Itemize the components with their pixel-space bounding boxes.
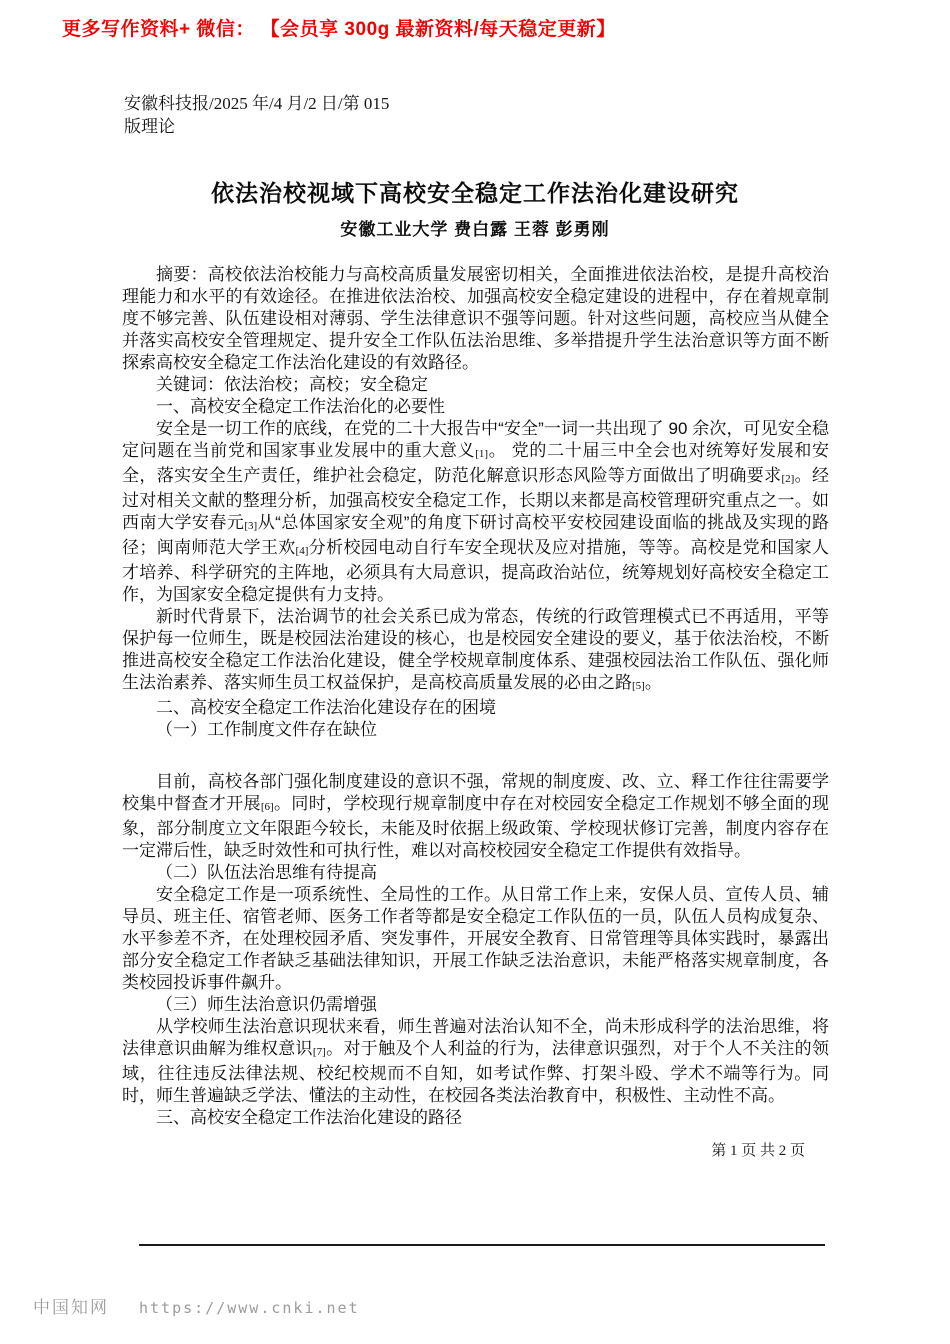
reference-marker: [2] [781, 473, 795, 485]
reference-marker: [6] [260, 801, 274, 813]
article-paragraph: 新时代背景下，法治调节的社会关系已成为常态，传统的行政管理模式已不再适用，平等保护每一位师生，既是校园法治建设的核心，也是校园安全建设的要义，基于依法治校，不断推进高校安全稳定工作法治化建设，健全学校规章制度体系、建强校园法治工作队伍、强化师生法治素养、落实师生员工权益保护，是高校高质量发展的必由之路[5]。 [122, 607, 829, 692]
section-heading: 二、高校安全稳定工作法治化建设存在的困境 [156, 698, 496, 717]
cnki-watermark [33, 1293, 360, 1318]
article-paragraph: 摘要：高校依法治校能力与高校高质量发展密切相关，全面推进依法治校，是提升高校治理能力和水平的有效途径。在推进依法治校、加强高校安全稳定建设的进程中，存在着规章制度不够完善、队伍建设相对薄弱、学生法律意识不强等问题。针对这些问题，高校应当从健全并落实高校安全管理规定、提升安全工作队伍法治思维、多举措提升学生法治意识等方面不断探索高校安全稳定工作法治化建设的有效路径。 [122, 265, 829, 372]
article-byline: 安徽工业大学 费白露 王蓉 彭勇刚 [340, 220, 610, 239]
article-title: 依法治校视域下高校安全稳定工作法治化建设研究 [211, 180, 739, 207]
section-heading: （三）师生法治意识仍需增强 [156, 995, 377, 1014]
article-paragraph: 安全是一切工作的底线，在党的二十大报告中“安全”一词一共出现了 90 余次，可见安全稳定问题在当前党和国家事业发展中的重大意义[1]。 党的二十届三中全会也对统筹好发展和安全，落实安全生产责任，维护社会稳定，防范化解意识形态风险等方面做出了明确要求[2]。经过对相关文献的整理分析，加强高校安全稳定工作，长期以来都是高校管理研究重点之一。如西南大学安春元[3]从“总体国家安全观”的角度下研讨高校平安校园建设面临的挑战及实现的路径；闽南师范大学王欢[4]分析校园电动自行车安全现状及应对措施，等等。高校是党和国家人才培养、科学研究的主阵地，必须具有大局意识，提高政治站位，统筹规划好高校安全稳定工作，为国家安全稳定提供有力支持。 [122, 419, 830, 604]
article-paragraph: 安全稳定工作是一项系统性、全局性的工作。从日常工作上来，安保人员、宣传人员、辅导员、班主任、宿管老师、医务工作者等都是安全稳定工作队伍的一员，队伍人员构成复杂、水平参差不齐，在处理校园矛盾、突发事件，开展安全教育、日常管理等具体实践时，暴露出部分安全稳定工作者缺乏基础法律知识，开展工作缺乏法治意识，未能严格落实规章制度，各类校园投诉事件飙升。 [122, 885, 829, 992]
cnki-brand-label: 中国知网 [33, 1298, 109, 1317]
reference-marker: [4] [295, 545, 309, 557]
section-heading: （二）队伍法治思维有待提高 [156, 863, 377, 882]
reference-marker: [5] [632, 680, 645, 692]
edition-line: 版理论 [124, 117, 175, 136]
document-source-meta [124, 92, 389, 138]
reference-marker: [1] [475, 448, 489, 460]
page-number: 第 1 页 共 2 页 [711, 1143, 805, 1159]
blank-line [122, 741, 829, 771]
article-paragraph: 关键词：依法治校；高校；安全稳定 [156, 375, 428, 394]
article-body [122, 264, 829, 1129]
section-heading: （一）工作制度文件存在缺位 [156, 720, 377, 739]
article-paragraph: 目前，高校各部门强化制度建设的意识不强，常规的制度废、改、立、释工作往往需要学校集中督查才开展[6]。同时，学校现行规章制度中存在对校园安全稳定工作规划不够全面的现象，部分制度立文年限距今较长，未能及时依据上级政策、学校现状修订完善，制度内容存在一定滞后性，缺乏时效性和可执行性，难以对高校校园安全稳定工作提供有效指导。 [122, 772, 830, 860]
cnki-url: https://www.cnki.net [139, 1299, 360, 1317]
section-heading: 三、高校安全稳定工作法治化建设的路径 [156, 1108, 462, 1127]
source-line: 安徽科技报/2025 年/4 月/2 日/第 015 [124, 94, 390, 113]
reference-marker: [7] [312, 1046, 326, 1058]
promo-banner: 更多写作资料+ 微信： 【会员享 300g 最新资料/每天稳定更新】 [62, 19, 616, 40]
reference-marker: [3] [244, 520, 258, 532]
section-heading: 一、高校安全稳定工作法治化的必要性 [156, 397, 445, 416]
footer-divider [139, 1244, 825, 1246]
article-paragraph: 从学校师生法治意识现状来看，师生普遍对法治认知不全，尚未形成科学的法治思维，将法律意识曲解为维权意识[7]。对于触及个人利益的行为，法律意识强烈，对于个人不关注的领域，往往违反法律法规、校纪校规而不自知，如考试作弊、打架斗殴、学术不端等行为。同时，师生普遍缺乏学法、懂法的主动性，在校园各类法治教育中，积极性、主动性不高。 [122, 1017, 830, 1105]
